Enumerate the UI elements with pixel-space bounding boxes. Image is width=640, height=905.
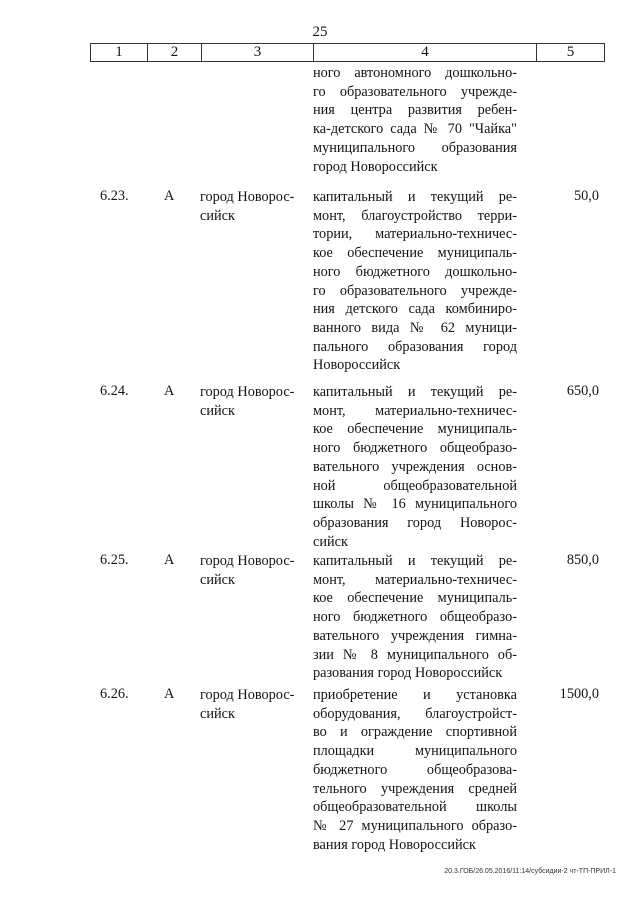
column-header-5: 5 [566, 44, 575, 60]
description-line: тельного учреждения средней [313, 780, 517, 797]
description-line: школы № 16 муниципального [313, 496, 517, 513]
row-description [313, 552, 517, 683]
place-line: город Новорос- [200, 553, 295, 569]
description-line: бюджетного общеобразова- [313, 761, 517, 778]
table-row [0, 383, 640, 550]
row-place [200, 552, 305, 589]
continuation-line: ка-детского сада № 70 "Чайка" [313, 121, 517, 138]
row-number: 6.24. [100, 383, 129, 399]
column-header-1: 1 [91, 44, 148, 61]
place-line: сийск [200, 402, 235, 419]
continuation-line: город Новороссийск [313, 158, 438, 175]
description-line: монт, материально-техничес- [313, 402, 517, 419]
row-amount: 650,0 [566, 383, 599, 399]
place-line: город Новорос- [200, 384, 295, 400]
column-header-2: 2 [148, 44, 202, 61]
place-line: город Новорос- [200, 687, 295, 703]
row-place [200, 686, 305, 723]
page-number: 25 [312, 24, 328, 40]
column-header-3: 3 [202, 44, 314, 61]
table-row [0, 686, 640, 853]
description-line: пального образования город [313, 338, 517, 355]
place-line: сийск [200, 571, 235, 588]
place-line: город Новорос- [200, 189, 295, 205]
description-line: капитальный и текущий ре- [313, 189, 517, 205]
place-line: сийск [200, 207, 235, 224]
description-line: капитальный и текущий ре- [313, 553, 517, 569]
description-line: № 27 муниципального образо- [313, 817, 517, 834]
description-line: ного бюджетного общеобразо- [313, 440, 517, 457]
continuation-line: муниципального образования [313, 139, 517, 156]
description-line: ния детского сада комбиниро- [313, 301, 517, 318]
description-line: ной общеобразовательной [313, 477, 517, 494]
row-amount: 50,0 [573, 188, 599, 204]
row-category: А [164, 188, 175, 204]
description-line: ного бюджетного общеобразо- [313, 609, 517, 626]
description-line: разования город Новороссийск [313, 665, 503, 682]
description-line: ванного вида № 62 муници- [313, 319, 517, 336]
row-description [313, 383, 517, 551]
row-amount: 1500,0 [559, 686, 599, 702]
description-line: Новороссийск [313, 357, 401, 374]
description-line: ного бюджетного дошкольно- [313, 263, 517, 280]
description-line: монт, благоустройство терри- [313, 207, 517, 224]
description-line: вания город Новороссийск [313, 836, 476, 853]
description-line: вательного учреждения гимна- [313, 627, 517, 644]
place-line: сийск [200, 705, 235, 722]
continuation-line: го образовательного учрежде- [313, 83, 517, 100]
description-line: кое обеспечение муниципаль- [313, 245, 517, 262]
description-line: тории, материально-техничес- [313, 226, 517, 243]
description-line: оборудования, благоустройст- [313, 705, 517, 722]
column-header-4: 4 [314, 44, 537, 61]
row-category: А [164, 383, 175, 399]
description-line: зии № 8 муниципального об- [313, 646, 517, 663]
description-line: капитальный и текущий ре- [313, 384, 517, 400]
continuation-line: ного автономного дошкольно- [313, 65, 517, 81]
row-category: А [164, 686, 175, 702]
description-line: кое обеспечение муниципаль- [313, 421, 517, 438]
table-row [0, 188, 640, 374]
description-line: во и ограждение спортивной [313, 724, 517, 741]
column-header-row [90, 43, 605, 62]
row-category: А [164, 552, 175, 568]
description-line: го образовательного учрежде- [313, 282, 517, 299]
row-description [313, 188, 517, 375]
continuation-line: ния центра развития ребен- [313, 102, 517, 119]
row-number: 6.23. [100, 188, 129, 204]
row-number: 6.26. [100, 686, 129, 702]
description-line: монт, материально-техничес- [313, 571, 517, 588]
row-amount: 850,0 [566, 552, 599, 568]
row-place [200, 188, 305, 225]
description-line: общеобразовательной школы [313, 799, 517, 816]
continuation-text [313, 64, 517, 176]
description-line: площадки муниципального [313, 743, 517, 760]
description-line: сийск [313, 533, 348, 550]
row-place [200, 383, 305, 420]
description-line: образования город Новорос- [313, 514, 517, 531]
row-description [313, 686, 517, 854]
description-line: приобретение и установка [313, 687, 517, 703]
description-line: вательного учреждения основ- [313, 458, 517, 475]
description-line: кое обеспечение муниципаль- [313, 590, 517, 607]
row-number: 6.25. [100, 552, 129, 568]
footer-code: 20.3.ГОБ/26.05.2016/11:14/субсидии-2 чт-ТП-ПРИЛ-1 [444, 868, 616, 875]
